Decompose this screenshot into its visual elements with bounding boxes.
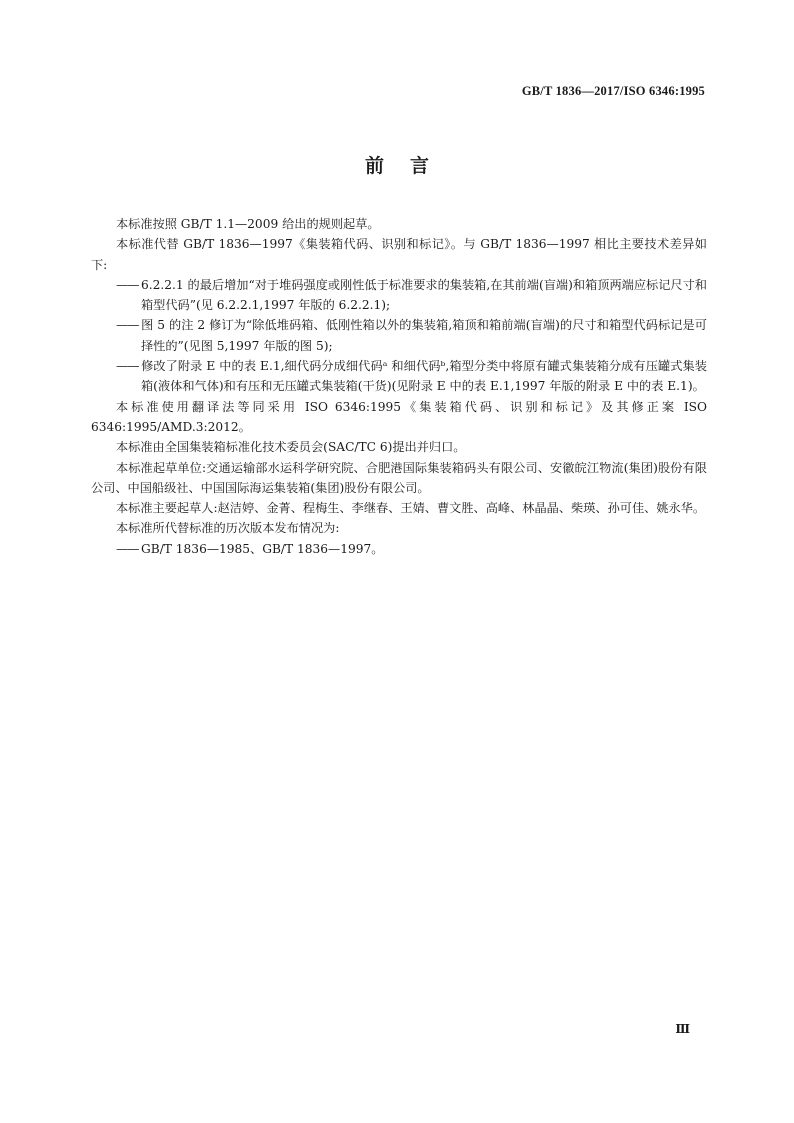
list-item-text: GB/T 1836—1985、GB/T 1836—1997。 [141,541,384,556]
list-item [91,539,707,559]
list-dash: —— [116,359,139,374]
list-item [91,315,707,356]
paragraph-drafting-rules: 本标准按照 GB/T 1.1—2009 给出的规则起草。 [116,217,380,231]
list-item-text: 修改了附录 E 中的表 E.1,细代码分成细代码ᵃ 和细代码ᵇ,箱型分类中将原有罐式集装箱分成有压罐式集装箱(液体和气体)和有压和无压罐式集装箱(干货)(见附录 E 中的表 E.1,1997 年版的附录 E 中的表 E.1)。 [141,359,707,394]
paragraph-drafting-units: 本标准起草单位:交通运输部水运科学研究院、合肥港国际集装箱码头有限公司、安徽皖江物流(集团)股份有限公司、中国船级社、中国国际海运集装箱(集团)股份有限公司。 [91,460,707,495]
list-item [91,356,707,397]
list-item-text: 图 5 的注 2 修订为“除低堆码箱、低刚性箱以外的集装箱,箱顶和箱前端(盲端)的尺寸和箱型代码标记是可择性的”(见图 5,1997 年版的图 5); [141,318,707,353]
list-item-text: 6.2.2.1 的最后增加“对于堆码强度或刚性低于标准要求的集装箱,在其前端(盲端)和箱顶两端应标记尺寸和箱型代码”(见 6.2.2.1,1997 年版的 6.2.2.1); [141,277,707,313]
list-dash: —— [116,541,139,556]
list-dash: —— [116,277,139,292]
paragraph-committee: 本标准由全国集装箱标准化技术委员会(SAC/TC 6)提出并归口。 [116,440,466,455]
standard-code-header: GB/T 1836—2017/ISO 6346:1995 [521,84,705,98]
list-item [91,275,707,316]
foreword-body [91,214,707,559]
paragraph-drafters: 本标准主要起草人:赵洁婷、金菁、程梅生、李继春、王婧、曹文胜、高峰、林晶晶、柴瑛、孙可佳、姚永华。 [116,501,706,516]
page-title: 前言 [364,155,455,177]
paragraph-history: 本标准所代替标准的历次版本发布情况为: [116,521,340,536]
paragraph-translation: 本标准使用翻译法等同采用 ISO 6346:1995《集装箱代码、识别和标记》及其修正案 ISO 6346:1995/AMD.3:2012。 [91,399,707,434]
page-number: Ⅲ [675,1022,690,1036]
list-dash: —— [116,318,139,333]
paragraph-replaces: 本标准代替 GB/T 1836—1997《集装箱代码、识别和标记》。与 GB/T 1836—1997 相比主要技术差异如下: [91,237,707,272]
